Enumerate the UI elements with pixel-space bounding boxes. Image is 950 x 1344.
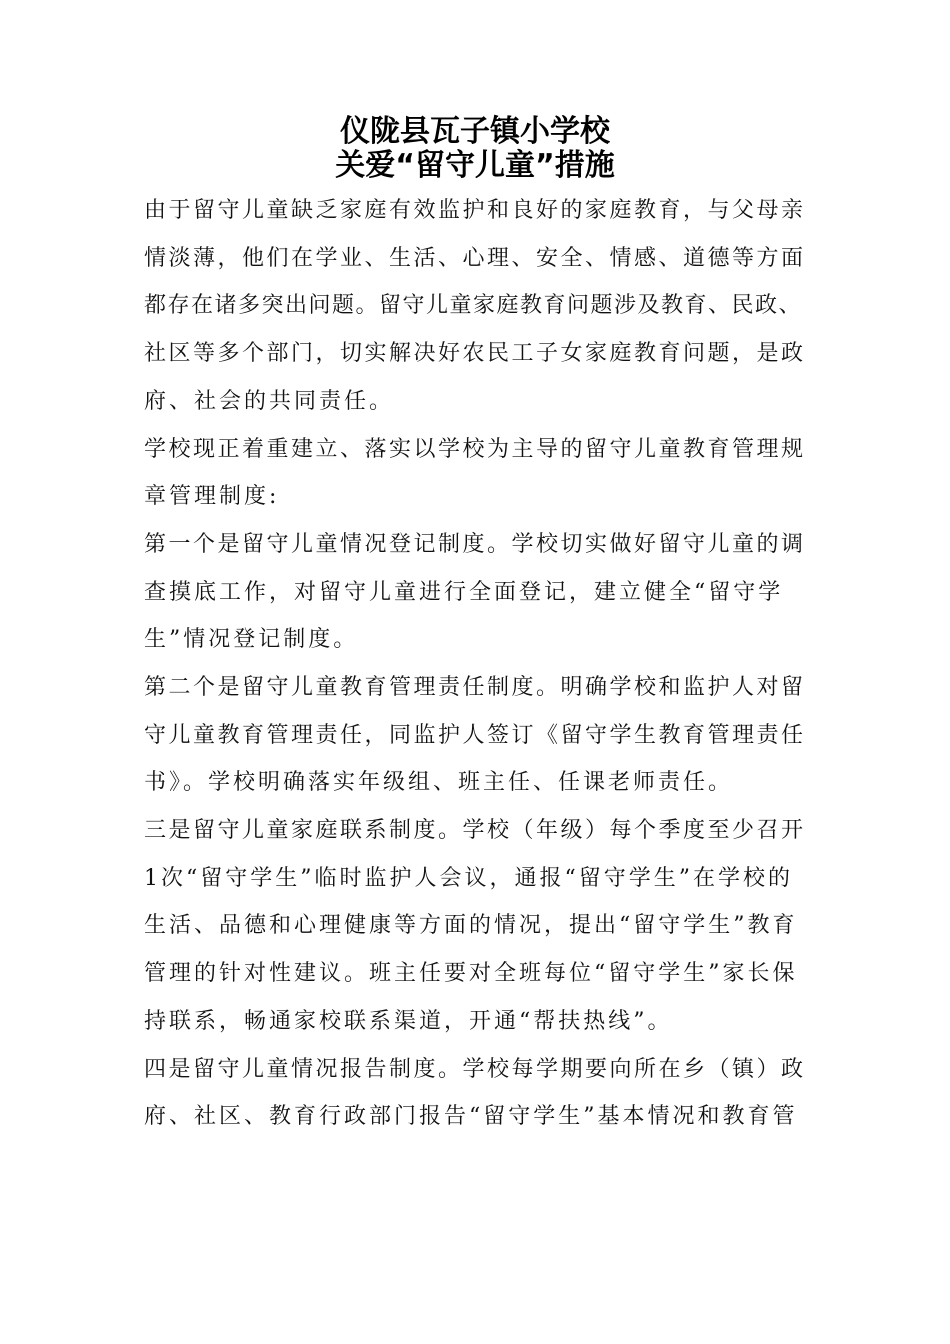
text-line: 府、社区、教育行政部门报告“留守学生”基本情况和教育管 (144, 1104, 798, 1129)
text-line: 第一个是留守儿童情况登记制度。学校切实做好留守儿童的调 (144, 532, 806, 557)
text-line: 查摸底工作，对留守儿童进行全面登记，建立健全“留守学 (144, 580, 784, 605)
text-line: 第二个是留守儿童教育管理责任制度。明确学校和监护人对留 (144, 675, 806, 700)
text-line: 社区等多个部门，切实解决好农民工子女家庭教育问题，是政 (144, 341, 806, 366)
text-line: 1次“留守学生”临时监护人会议，通报“留守学生”在学校的 (144, 866, 793, 891)
text-line: 学校现正着重建立、落实以学校为主导的留守儿童教育管理规 (144, 437, 806, 462)
text-line: 管理的针对性建议。班主任要对全班每位“留守学生”家长保 (144, 961, 798, 986)
text-line: 章管理制度: (144, 484, 280, 509)
text-line: 守儿童教育管理责任，同监护人签订《留守学生教育管理责任 (144, 723, 806, 748)
text-line: 四是留守儿童情况报告制度。学校每学期要向所在乡（镇）政 (144, 1057, 806, 1082)
text-line: 生”情况登记制度。 (144, 627, 359, 652)
text-line: 三是留守儿童家庭联系制度。学校（年级）每个季度至少召开 (144, 818, 806, 843)
text-line: 府、社会的共同责任。 (144, 389, 395, 414)
document-title-line-1: 仪陇县瓦子镇小学校 (340, 114, 610, 149)
text-line: 由于留守儿童缺乏家庭有效监护和良好的家庭教育，与父母亲 (144, 198, 806, 223)
text-line: 都存在诸多突出问题。留守儿童家庭教育问题涉及教育、民政、 (144, 293, 803, 318)
text-line: 持联系，畅通家校联系渠道，开通“帮扶热线”。 (144, 1009, 673, 1034)
text-line: 书》。学校明确落实年级组、班主任、任课老师责任。 (144, 770, 734, 795)
document-title-line-2: 关爱“留守儿童”措施 (335, 148, 615, 183)
text-line: 生活、品德和心理健康等方面的情况，提出“留守学生”教育 (144, 913, 798, 938)
text-line: 情淡薄，他们在学业、生活、心理、安全、情感、道德等方面 (144, 246, 806, 271)
